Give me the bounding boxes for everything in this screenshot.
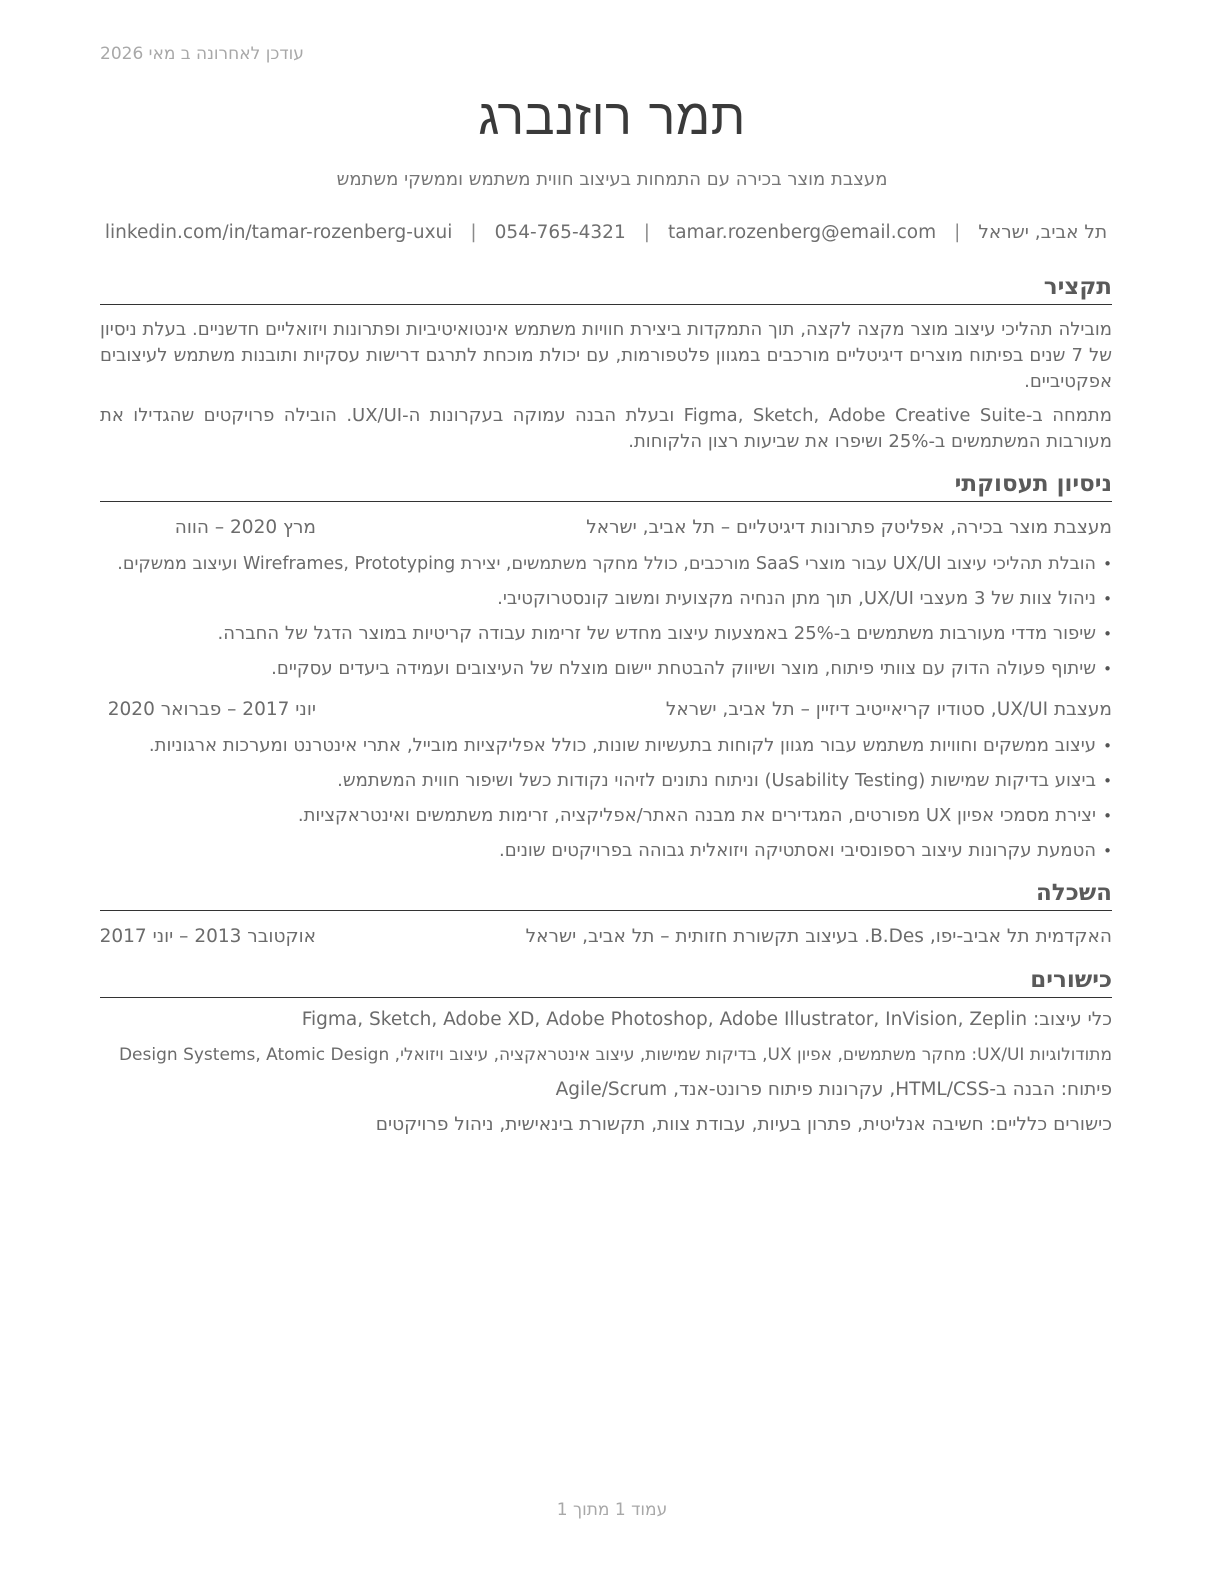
contact-line [100,222,1112,243]
last-updated-note: עודכן לאחרונה ב מאי 2026 [100,44,304,64]
education-section [100,878,1112,951]
skills-title: כישורים [100,965,1112,998]
job-bullets [100,551,1112,682]
contact-phone[interactable]: 054-765-4321 [494,222,626,243]
candidate-tagline: מעצבת מוצר בכירה עם התמחות בעיצוב חווית משתמש וממשקי משתמש [336,169,888,190]
education-degree: האקדמית תל אביב-יפו, B.Des. בעיצוב תקשורת חזותית – תל אביב, ישראל [525,926,1112,947]
job-dates: מרץ 2020 – הווה [174,517,316,538]
contact-location: תל אביב, ישראל [978,222,1108,243]
skills-line: כישורים כלליים: חשיבה אנליטית, פתרון בעיות, עבודת צוות, תקשורת בינאישית, ניהול פרויקטים [375,1114,1112,1135]
summary-title: תקציר [100,272,1112,305]
skills-line: מתודולוגיות UX/UI: מחקר משתמשים, אפיון UX, בדיקות שמישות, עיצוב אינטראקציה, עיצוב ויזואלי, Design Systems, Atomic Design [118,1045,1112,1065]
job-entry [100,696,1112,864]
experience-section [100,469,1112,864]
page-number: עמוד 1 מתוך 1 [556,1500,668,1520]
education-dates: אוקטובר 2013 – יוני 2017 [99,926,316,947]
contact-email[interactable]: tamar.rozenberg@email.com [667,222,937,243]
experience-title: ניסיון תעסוקתי [100,469,1112,502]
job-header [100,514,1112,542]
resume-content [100,272,1112,1138]
job-bullet: • שיפור מדדי מעורבות משתמשים ב-25% באמצעות עיצוב מחדש של זרימות עבודה קריטיות במוצר הדגל של החברה. [100,621,1112,647]
job-bullet: • שיתוף פעולה הדוק עם צוותי פיתוח, מוצר ושיווק להבטחת יישום מוצלח של העיצובים ועמידה ביעדים עסקיים. [100,656,1112,682]
summary-paragraph: מתמחה ב-Figma, Sketch, Adobe Creative Suite ובעלת הבנה עמוקה בעקרונות ה-UX/UI. הובילה פרויקטים שהגדילו את מעורבות המשתמשים ב-25% ושיפרו את שביעות רצון הלקוחות. [100,405,1112,452]
job-entry [100,514,1112,682]
contact-separator: | [954,222,961,243]
summary-paragraph: מובילה תהליכי עיצוב מוצר מקצה לקצה, תוך התמקדות ביצירת חוויות משתמש אינטואיטיביות ופתרונות ויזואליים חדשניים. בעלת ניסיון של 7 שנים בפיתוח מוצרים דיגיטליים מורכבים במגוון פלטפורמות, עם יכולת מוכחת לתרגם דרישות עסקיות ותובנות משתמש לעיצובים אפקטיביים. [100,319,1112,392]
job-role: מעצבת מוצר בכירה, אפליטק פתרונות דיגיטליים – תל אביב, ישראל [586,517,1112,538]
job-bullet: • ביצוע בדיקות שמישות (Usability Testing) וניתוח נתונים לזיהוי נקודות כשל ושיפור חווית המשתמש. [100,768,1112,794]
contact-separator: | [643,222,650,243]
job-bullets [100,733,1112,864]
job-bullet: • יצירת מסמכי אפיון UX מפורטים, המגדירים את מבנה האתר/אפליקציה, זרימות משתמשים ואינטראקציות. [100,803,1112,829]
skills-line: פיתוח: הבנה ב-HTML/CSS, עקרונות פיתוח פרונט-אנד, Agile/Scrum [555,1079,1112,1100]
job-role: מעצבת UX/UI, סטודיו קריאייטיב דיזיין – תל אביב, ישראל [665,699,1112,720]
job-bullet: • עיצוב ממשקים וחוויות משתמש עבור מגוון לקוחות בתעשיות שונות, כולל אפליקציות מובייל, אתרי אינטרנט ומערכות ארגוניות. [100,733,1112,759]
job-bullet: • ניהול צוות של 3 מעצבי UX/UI, תוך מתן הנחיה מקצועית ומשוב קונסטרוקטיבי. [100,586,1112,612]
skills-section [100,965,1112,1138]
job-dates: יוני 2017 – פברואר 2020 [107,699,316,720]
education-entry [100,923,1112,951]
skills-line: כלי עיצוב: Figma, Sketch, Adobe XD, Adobe Photoshop, Adobe Illustrator, InVision, Zeplin [301,1009,1112,1030]
summary-section [100,272,1112,455]
job-bullet: • הובלת תהליכי עיצוב UX/UI עבור מוצרי SaaS מורכבים, כולל מחקר משתמשים, יצירת Wireframes, Prototyping ועיצוב ממשקים. [100,551,1112,577]
job-bullet: • הטמעת עקרונות עיצוב רספונסיבי ואסתטיקה ויזואלית גבוהה בפרויקטים שונים. [100,838,1112,864]
job-header [100,696,1112,724]
contact-separator: | [470,222,477,243]
education-title: השכלה [100,878,1112,911]
candidate-name: תמר רוזנברג [478,88,746,146]
contact-linkedin[interactable]: linkedin.com/in/tamar-rozenberg-uxui [104,222,453,243]
